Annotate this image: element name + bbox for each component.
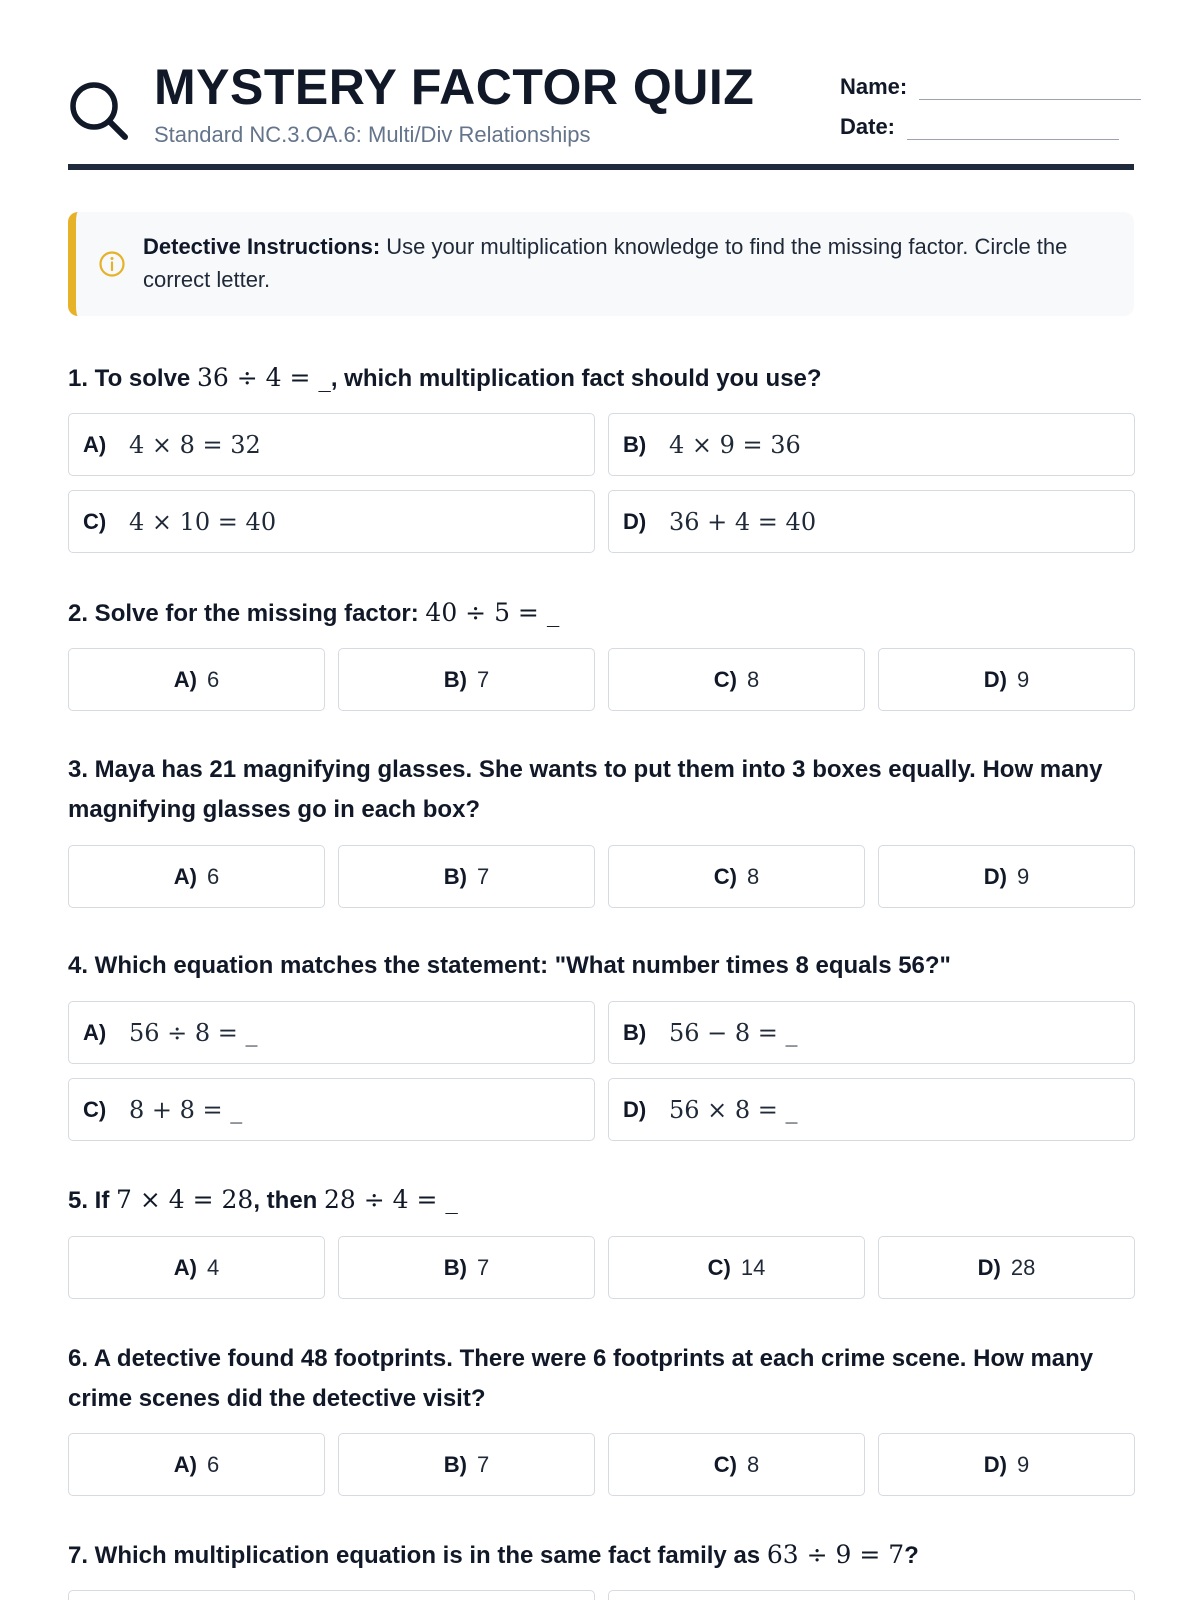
option-letter: A) [173, 1451, 197, 1477]
question-text: ? [904, 1542, 919, 1569]
option-letter: A) [83, 431, 107, 457]
q3-option-c[interactable] [608, 845, 865, 908]
q6-option-d[interactable] [878, 1433, 1135, 1496]
q1-option-c[interactable] [68, 490, 595, 553]
option-value: 6 [206, 863, 220, 889]
question-math: 28 ÷ 4 = _ [324, 1185, 458, 1214]
option-value: 7 [476, 1451, 490, 1477]
instructions-label: Detective Instructions: [143, 234, 381, 259]
option-letter: D) [983, 666, 1007, 692]
question-math: 36 ÷ 4 = _ [196, 363, 331, 392]
header [68, 58, 1134, 172]
option-letter: A) [173, 863, 197, 889]
question-6: 6. A detective found 48 footprints. There were 6 footprints at each crime scene. How many crime scenes did the detective visit? [68, 1345, 1094, 1412]
q5-option-d[interactable] [878, 1236, 1135, 1299]
option-letter: C) [83, 508, 107, 534]
option-value: 56 ÷ 8 = _ [129, 1018, 258, 1047]
q4-option-a[interactable] [68, 1001, 595, 1064]
option-letter: B) [623, 1019, 647, 1045]
q7-option-b[interactable] [608, 1590, 1135, 1600]
option-value: 4 × 9 = 36 [669, 430, 801, 459]
q1-option-b[interactable] [608, 413, 1135, 476]
q1-option-a[interactable] [68, 413, 595, 476]
option-value: 4 [206, 1254, 220, 1280]
option-value: 56 − 8 = _ [669, 1018, 798, 1047]
question-text: , then [253, 1187, 324, 1214]
option-value: 56 × 8 = _ [669, 1095, 798, 1124]
option-value: 6 [206, 1451, 220, 1477]
q4-option-b[interactable] [608, 1001, 1135, 1064]
option-value: 14 [740, 1254, 766, 1280]
date-line[interactable] [907, 117, 1119, 140]
question-math: 40 ÷ 5 = _ [425, 598, 560, 627]
option-letter: B) [623, 431, 647, 457]
option-letter: C) [713, 666, 737, 692]
option-value: 36 + 4 = 40 [669, 507, 817, 536]
name-field [840, 74, 1141, 100]
question-1 [68, 358, 1134, 399]
option-letter: D) [623, 1096, 647, 1122]
q6-option-b[interactable] [338, 1433, 595, 1496]
q5-option-c[interactable] [608, 1236, 865, 1299]
option-letter: C) [713, 863, 737, 889]
option-value: 8 [746, 863, 760, 889]
option-letter: A) [173, 1254, 197, 1280]
page-title: MYSTERY FACTOR QUIZ [154, 59, 755, 115]
question-4: 4. Which equation matches the statement: "What number times 8 equals 56?" [68, 952, 951, 979]
instructions-body: Use your multiplication knowledge to find the missing factor. Circle the correct letter. [143, 234, 1068, 292]
option-value: 8 [746, 1451, 760, 1477]
q2-option-d[interactable] [878, 648, 1135, 711]
info-icon [98, 250, 126, 278]
question-5 [68, 1180, 1134, 1221]
q4-option-c[interactable] [68, 1078, 595, 1141]
date-label: Date: [840, 114, 896, 139]
option-letter: A) [83, 1019, 107, 1045]
q5-option-b[interactable] [338, 1236, 595, 1299]
date-field [840, 114, 1119, 140]
option-value: 9 [1016, 666, 1030, 692]
option-letter: C) [707, 1254, 731, 1280]
option-letter: B) [443, 863, 467, 889]
q1-option-d[interactable] [608, 490, 1135, 553]
option-letter: A) [173, 666, 197, 692]
q3-option-a[interactable] [68, 845, 325, 908]
question-text: 2. Solve for the missing factor: [68, 600, 426, 627]
option-value: 8 [746, 666, 760, 692]
option-letter: C) [713, 1451, 737, 1477]
q5-option-a[interactable] [68, 1236, 325, 1299]
question-math: 63 ÷ 9 = 7 [766, 1540, 905, 1569]
instructions-text [143, 230, 1103, 296]
option-value: 8 + 8 = _ [129, 1095, 243, 1124]
q2-option-a[interactable] [68, 648, 325, 711]
question-7 [68, 1535, 1134, 1576]
header-divider [68, 164, 1134, 170]
name-line[interactable] [919, 77, 1141, 100]
q4-option-d[interactable] [608, 1078, 1135, 1141]
q3-option-b[interactable] [338, 845, 595, 908]
q6-option-c[interactable] [608, 1433, 865, 1496]
option-letter: B) [443, 1451, 467, 1477]
question-text: 7. Which multiplication equation is in the same fact family as [68, 1542, 767, 1569]
question-text: 5. If [68, 1187, 117, 1214]
option-letter: B) [443, 1254, 467, 1280]
option-letter: D) [977, 1254, 1001, 1280]
option-value: 9 [1016, 863, 1030, 889]
q7-option-a[interactable] [68, 1590, 595, 1600]
option-value: 6 [206, 666, 220, 692]
instructions-box [68, 212, 1134, 316]
option-value: 9 [1016, 1451, 1030, 1477]
option-letter: D) [983, 863, 1007, 889]
option-value: 4 × 10 = 40 [129, 507, 277, 536]
q2-option-c[interactable] [608, 648, 865, 711]
option-value: 28 [1010, 1254, 1036, 1280]
question-text: 1. To solve [68, 365, 197, 392]
page-subtitle: Standard NC.3.OA.6: Multi/Div Relationships [154, 122, 591, 147]
question-2 [68, 593, 1134, 634]
q2-option-b[interactable] [338, 648, 595, 711]
magnifying-glass-icon [68, 78, 130, 140]
option-letter: D) [623, 508, 647, 534]
name-label: Name: [840, 74, 908, 99]
q6-option-a[interactable] [68, 1433, 325, 1496]
question-text: , which multiplication fact should you use? [330, 365, 822, 392]
option-value: 7 [476, 1254, 490, 1280]
question-math: 7 × 4 = 28 [116, 1185, 254, 1214]
option-letter: B) [443, 666, 467, 692]
question-3: 3. Maya has 21 magnifying glasses. She wants to put them into 3 boxes equally. How many magnifying glasses go in each box? [68, 756, 1103, 823]
q3-option-d[interactable] [878, 845, 1135, 908]
option-value: 7 [476, 666, 490, 692]
option-letter: C) [83, 1096, 107, 1122]
option-letter: D) [983, 1451, 1007, 1477]
option-value: 4 × 8 = 32 [129, 430, 261, 459]
option-value: 7 [476, 863, 490, 889]
